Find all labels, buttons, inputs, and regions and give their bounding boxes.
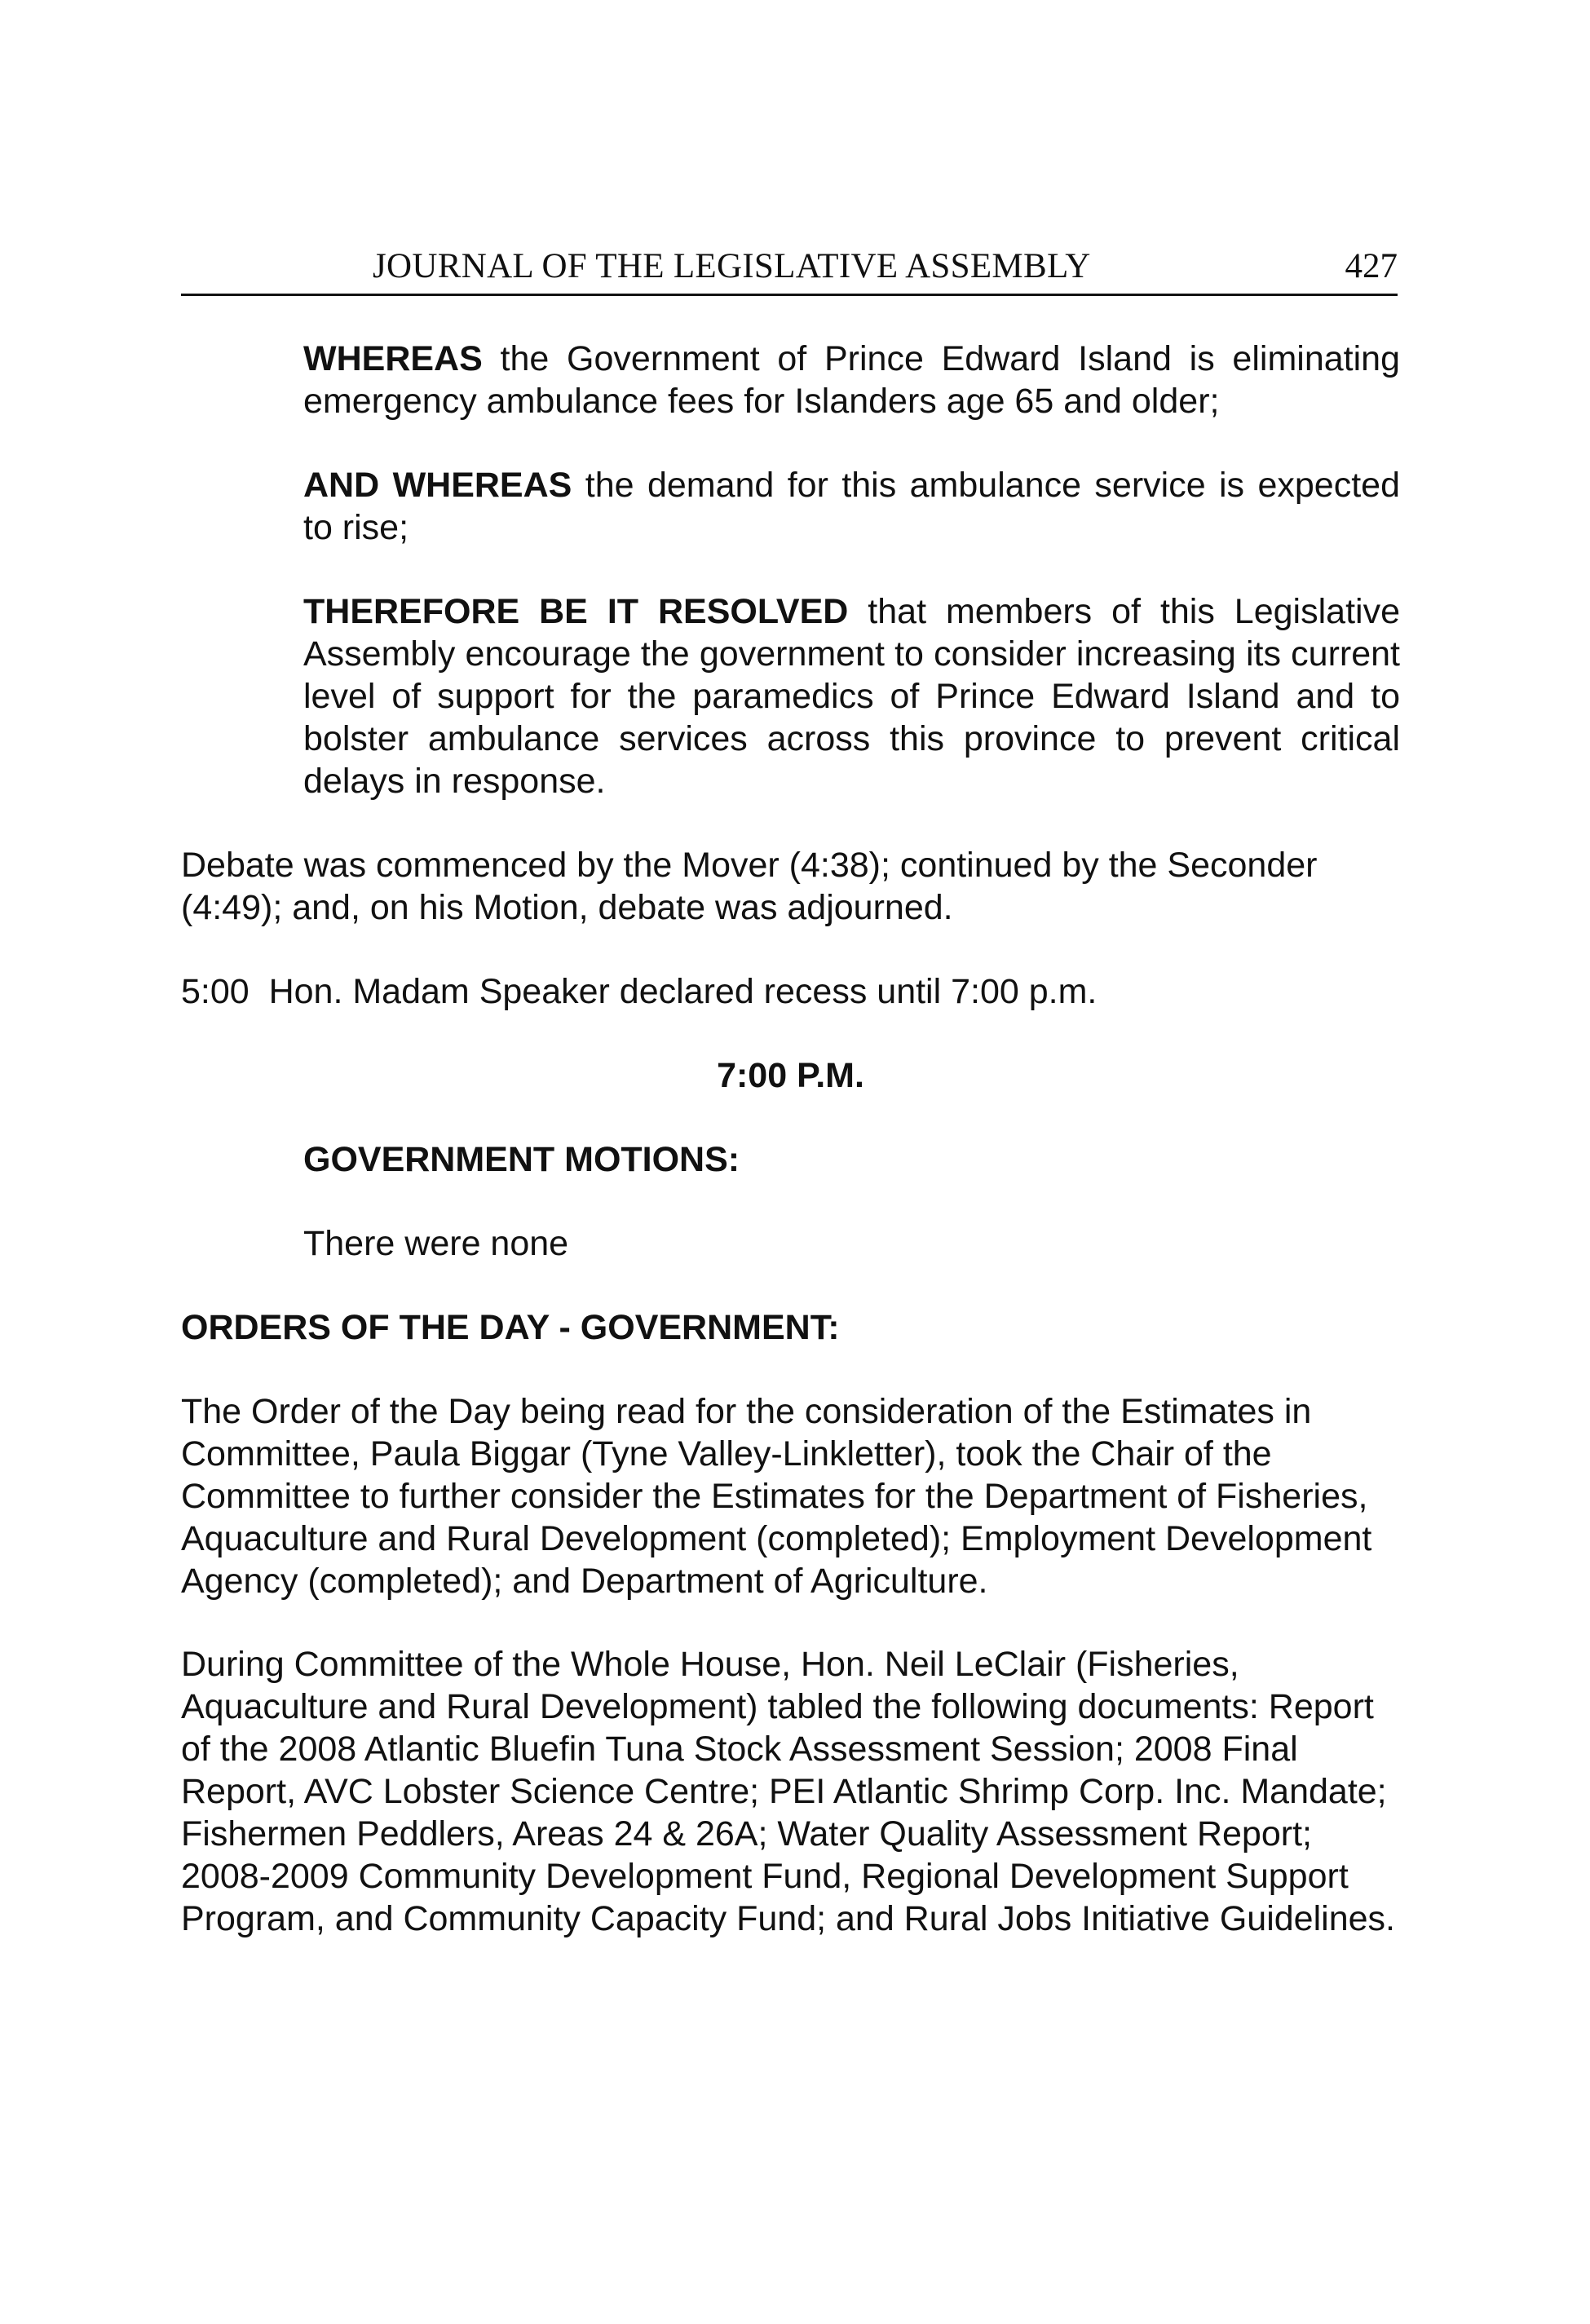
government-motions-text: There were none	[303, 1224, 569, 1263]
whereas-lead: WHEREAS	[303, 339, 483, 378]
and-whereas-lead: AND WHEREAS	[303, 466, 572, 505]
government-motions-heading: GOVERNMENT MOTIONS:	[303, 1140, 740, 1179]
page-header	[181, 245, 1398, 296]
journal-title: JOURNAL OF THE LEGISLATIVE ASSEMBLY	[373, 247, 1091, 285]
recess-paragraph: 5:00 Hon. Madam Speaker declared recess until 7:00 p.m.	[181, 972, 1098, 1011]
and-whereas-text: the demand for this ambulance service is expected to rise;	[303, 466, 1400, 547]
committee-documents-paragraph: During Committee of the Whole House, Hon. Neil LeClair (Fisheries, Aquaculture and Rural Development) tabled the following documents: Report of the 2008 Atlantic Bluefin Tuna Stock Assessment Session; 2008 Final Report, AVC Lobster Science Centre; PEI Atlantic Shrimp Corp. Inc. Mandate; Fishermen Peddlers, Areas 24 & 26A; Water Quality Assessment Report; 2008-2009 Community Development Fund, Regional Development Support Program, and Community Capacity Fund; and Rural Jobs Initiative Guidelines.	[181, 1645, 1395, 1938]
debate-paragraph: Debate was commenced by the Mover (4:38); continued by the Seconder (4:49); and, on his Motion, debate was adjourned.	[181, 846, 1318, 927]
orders-of-the-day-heading: ORDERS OF THE DAY - GOVERNMENT:	[181, 1308, 840, 1347]
whereas-text: the Government of Prince Edward Island is eliminating emergency ambulance fees for Islanders age 65 and older;	[303, 339, 1400, 421]
therefore-paragraph	[303, 590, 1400, 802]
therefore-lead: THEREFORE BE IT RESOLVED	[303, 592, 849, 631]
whereas-paragraph	[303, 338, 1400, 422]
time-heading: 7:00 P.M.	[717, 1056, 864, 1095]
and-whereas-paragraph	[303, 464, 1400, 549]
page-number: 427	[1345, 247, 1398, 285]
order-of-the-day-paragraph: The Order of the Day being read for the consideration of the Estimates in Committee, Paula Biggar (Tyne Valley-Linkletter), took the Chair of the Committee to further consider the Estimates for the Department of Fisheries, Aquaculture and Rural Development (completed); Employment Development Agency (completed); and Department of Agriculture.	[181, 1392, 1372, 1601]
therefore-text: that members of this Legislative Assembly encourage the government to consider increasing its current level of support for the paramedics of Prince Edward Island and to bolster ambulance services across this province to prevent critical delays in response.	[303, 592, 1400, 801]
